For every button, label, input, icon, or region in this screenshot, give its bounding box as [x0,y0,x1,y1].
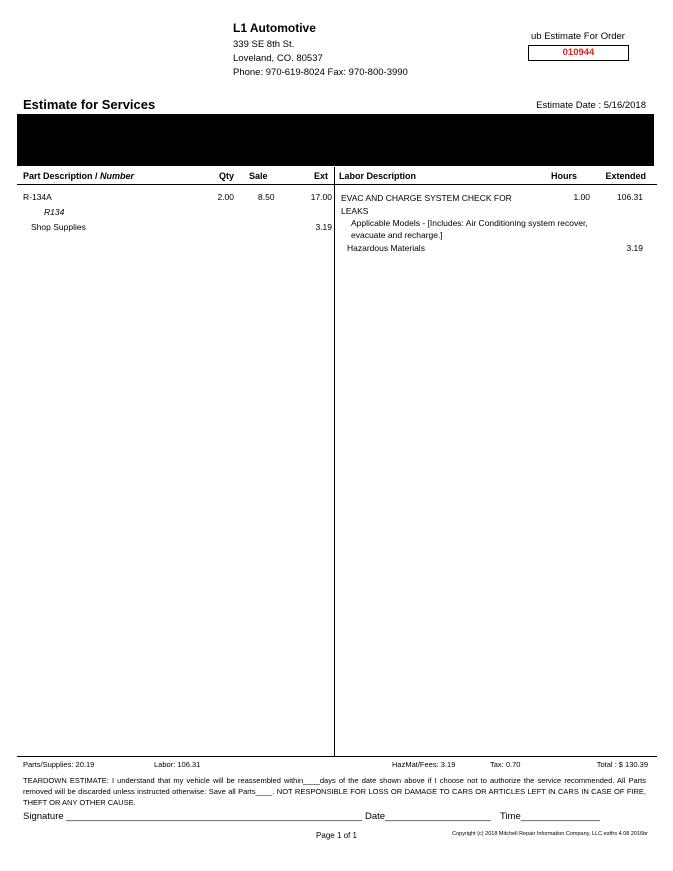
grand-total: Total : $ 130.39 [596,760,648,769]
part-number: R134 [44,207,65,217]
labor-header-hours: Hours [551,171,578,181]
column-divider [334,167,335,756]
parts-header-number: Number [100,171,135,181]
page-number: Page 1 of 1 [316,831,357,840]
document-title: Estimate for Services [23,97,156,112]
footer-rule [17,756,657,757]
labor-header-description: Labor Description [339,171,417,181]
shop-address-line2: Loveland, CO. 80537 [233,53,323,64]
parts-header-qty: Qty [218,171,234,181]
parts-header-sale: Sale [249,171,268,181]
order-label: ub Estimate For Order [531,31,625,42]
order-number: 010944 [528,45,629,61]
shop-name: L1 Automotive [233,21,316,35]
estimate-date: Estimate Date : 5/16/2018 [536,100,646,111]
redacted-block [17,115,654,166]
shop-phone-fax: Phone: 970-619-8024 Fax: 970-800-3990 [233,67,408,78]
part-description: Shop Supplies [31,222,86,232]
header-rule [17,184,657,185]
part-ext: 17.00 [310,192,332,202]
teardown-terms: TEARDOWN ESTIMATE: I understand that my vehicle will be reassembled within____days of the date shown above if I choose not to authorize the service recommended. All Parts removed will be discarded unless instructed otherwise: Save all Parts____. NOT RESPONSIBLE FOR LOSS OR DAMAGE TO CARS OR ARTICLES LEFT IN CARS IN CASE OF FIRE, THEFT OR ANY OTHER CAUSE. [23,776,646,807]
total-hazmat: HazMat/Fees: 3.19 [392,760,456,769]
date-line: Date____________________ [365,811,491,822]
time-line: Time_______________ [500,811,601,822]
shop-address-line1: 339 SE 8th St. [233,39,295,50]
copyright-notice: Copyright (c) 2018 Mitchell Repair Information Company, LLC estfrs 4.08 2016br [452,831,648,837]
part-description: R-134A [23,192,52,202]
labor-extended: 106.31 [617,192,643,202]
labor-note-line1: Applicable Models - [Includes: Air Conditioning system recover, [351,218,588,228]
labor-description-line1: EVAC AND CHARGE SYSTEM CHECK FOR [341,193,512,203]
total-labor: Labor: 106.31 [154,760,201,769]
labor-hours: 1.00 [573,192,590,202]
labor-note-line2: evacuate and recharge.] [351,230,443,240]
signature-line: Signature ________________________________________________________ [23,811,363,822]
parts-header-description: Part Description / Number [23,171,135,181]
parts-header-ext: Ext [313,171,328,181]
labor-description-line2: LEAKS [341,206,369,216]
hazmat-amount: 3.19 [626,243,643,253]
total-parts: Parts/Supplies: 20.19 [23,760,95,769]
total-tax: Tax: 0.70 [490,760,521,769]
hazmat-label: Hazardous Materials [347,243,425,253]
labor-header-extended: Extended [605,171,646,181]
part-sale: 8.50 [258,192,275,202]
part-ext: 3.19 [315,222,332,232]
part-qty: 2.00 [217,192,234,202]
